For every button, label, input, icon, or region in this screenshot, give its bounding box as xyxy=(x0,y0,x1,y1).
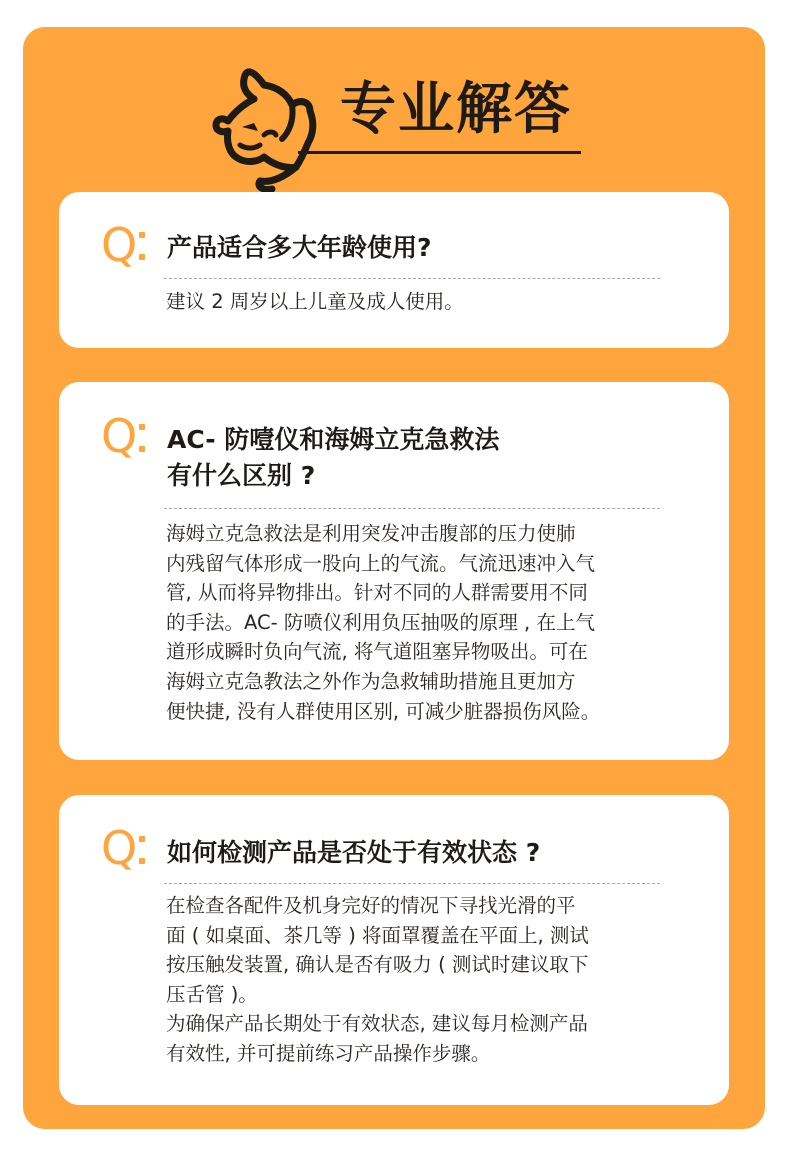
q-marker: Q xyxy=(101,218,138,272)
title-underline xyxy=(298,151,581,154)
q-marker: Q xyxy=(101,821,138,875)
orange-panel xyxy=(23,27,765,1129)
question-text: AC- 防噎仪和海姆立克急救法 有什么区别 ? xyxy=(167,425,500,490)
rhino-mascot-icon xyxy=(206,65,328,197)
qa-card-2 xyxy=(59,382,729,760)
dashed-divider xyxy=(164,883,660,884)
q-marker: Q xyxy=(101,409,138,463)
question-text: 产品适合多大年龄使用? xyxy=(167,233,432,262)
question-text: 如何检测产品是否处于有效状态 ? xyxy=(167,838,541,867)
dashed-divider xyxy=(164,278,660,279)
section-header xyxy=(23,27,765,187)
answer-text: 建议 2 周岁以上儿童及成人使用。 xyxy=(166,290,464,313)
qa-card-3 xyxy=(59,795,729,1105)
answer-text: 海姆立克急救法是利用突发冲击腹部的压力使肺 内残留气体形成一股向上的气流。气流迅速冲入气 管, 从而将异物排出。针对不同的人群需要用不同 的手法。AC- 防喷仪利用负压抽吸的原理 , 在上气 道形成瞬时负向气流, 将气道阻塞异物吸出。可在 海姆立克急教法之外作为急救辅助措施且更加方 便快捷, 没有人群使用区别, 可减少脏器损伤风险。 xyxy=(166,522,601,723)
page-title: 专业解答 xyxy=(340,77,572,142)
answer-text: 在检查各配件及机身完好的情况下寻找光滑的平 面 ( 如桌面、茶几等 ) 将面罩覆盖在平面上, 测试 按压触发装置, 确认是否有吸力 ( 测试时建议取下 压舌管 )。 为确保产品长期处于有效状态, 建议每月检测产品 有效性, 并可提前练习产品操作步骤。 xyxy=(166,894,589,1065)
dashed-divider xyxy=(164,508,660,509)
qa-card-1 xyxy=(59,192,729,348)
